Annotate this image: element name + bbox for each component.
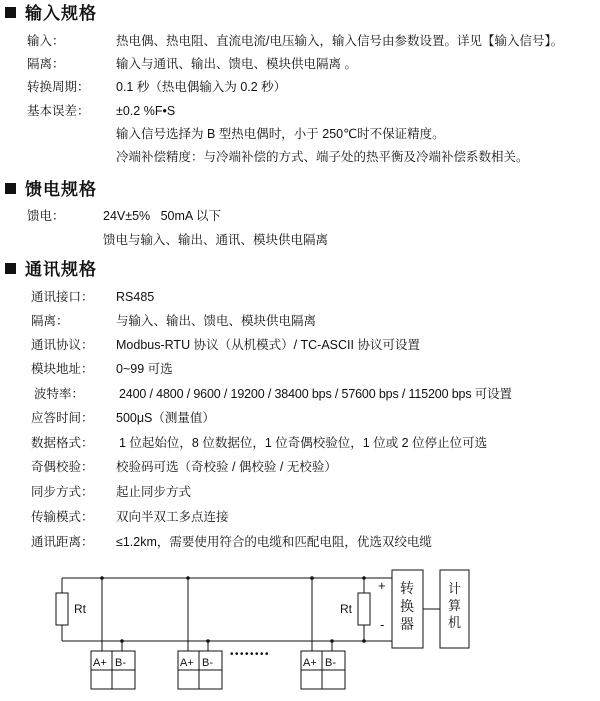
left-resistor-label: Rt (74, 602, 86, 616)
baud-rate-label: 波特率： (34, 387, 85, 401)
computer-char-3: 机 (448, 615, 462, 630)
comm-protocol-label: 通讯协议： (31, 338, 94, 352)
basic-error-label: 基本误差： (27, 104, 90, 118)
comm-interface-value: RS485 (116, 290, 155, 304)
comm-isolation-label: 隔离： (31, 314, 69, 328)
input-spec-title: 输入规格 (5, 3, 97, 25)
response-time-label: 应答时间： (31, 411, 94, 425)
comm-protocol-value: Modbus-RTU 协议（从机模式）/ TC-ASCII 协议可设置 (116, 338, 420, 352)
sync-mode-label: 同步方式： (31, 485, 94, 499)
junction-dot (100, 576, 104, 580)
input-value: 热电偶、热电阻、直流电流/电压输入，输入信号由参数设置。详见【输入信号】。 (116, 34, 564, 48)
feed-value: 24V±5% 50mA 以下 (103, 209, 222, 223)
junction-dot (206, 639, 210, 643)
minus-label: - (380, 617, 385, 632)
right-resistor (358, 593, 370, 625)
comm-interface-label: 通讯接口： (31, 290, 94, 304)
node2-a-label: A+ (180, 657, 194, 669)
data-format-value: 1 位起始位，8 位数据位，1 位奇偶校验位，1 位或 2 位停止位可选 (119, 436, 488, 450)
parity-value: 校验码可选（奇校验 / 偶校验 / 无校验） (116, 460, 337, 474)
node3-b-label: B- (325, 657, 336, 669)
comm-spec-title: 通讯规格 (5, 259, 97, 281)
feed-label: 馈电： (27, 209, 65, 223)
comm-distance-label: 通讯距离： (31, 535, 94, 549)
response-time-value: 500μS（测量值） (116, 411, 215, 425)
feed-spec-title: 馈电规格 (5, 179, 97, 201)
comm-distance-value: ≤1.2km，需要使用符合的电缆和匹配电阻，优选双绞电缆 (116, 535, 432, 549)
isolation-label: 隔离： (27, 57, 65, 71)
sync-mode-value: 起止同步方式 (116, 485, 192, 499)
plus-label: + (378, 578, 386, 593)
converter-char-3: 器 (400, 616, 414, 632)
conversion-period-label: 转换周期： (27, 80, 90, 94)
node3-a-label: A+ (303, 657, 317, 669)
node2-b-label: B- (202, 657, 213, 669)
junction-dot (362, 576, 366, 580)
data-format-label: 数据格式： (31, 436, 94, 450)
module-address-label: 模块地址： (31, 362, 94, 376)
node1-b-label: B- (115, 657, 126, 669)
more-nodes-ellipsis: •••••••• (230, 649, 271, 660)
computer-char-1: 计 (448, 581, 462, 596)
input-note-b-thermocouple: 输入信号选择为 B 型热电偶时，小于 250℃时不保证精度。 (116, 127, 445, 141)
transfer-mode-label: 传输模式： (31, 510, 94, 524)
isolation-value: 输入与通讯、输出、馈电、模块供电隔离 。 (116, 57, 357, 71)
converter-char-1: 转 (400, 580, 414, 596)
input-note-cold-junction: 冷端补偿精度：与冷端补偿的方式、端子处的热平衡及冷端补偿系数相关。 (116, 150, 529, 164)
module-address-value: 0~99 可选 (116, 362, 173, 376)
junction-dot (362, 639, 366, 643)
junction-dot (310, 576, 314, 580)
junction-dot (186, 576, 190, 580)
parity-label: 奇偶校验： (31, 460, 94, 474)
right-resistor-label: Rt (340, 602, 352, 616)
feed-note: 馈电与输入、输出、通讯、模块供电隔离 (103, 233, 329, 247)
computer-char-2: 算 (448, 598, 462, 613)
left-resistor (56, 593, 68, 625)
converter-char-2: 换 (400, 598, 414, 614)
node1-a-label: A+ (93, 657, 107, 669)
basic-error-value: ±0.2 %F•S (116, 104, 176, 118)
input-label: 输入： (27, 34, 65, 48)
conversion-period-value: 0.1 秒（热电偶输入为 0.2 秒） (116, 80, 287, 94)
junction-dot (330, 639, 334, 643)
transfer-mode-value: 双向半双工多点连接 (116, 510, 229, 524)
junction-dot (120, 639, 124, 643)
comm-isolation-value: 与输入、输出、馈电、模块供电隔离 (116, 314, 317, 328)
baud-rate-value: 2400 / 4800 / 9600 / 19200 / 38400 bps / 57600 bps / 115200 bps 可设置 (119, 387, 512, 401)
